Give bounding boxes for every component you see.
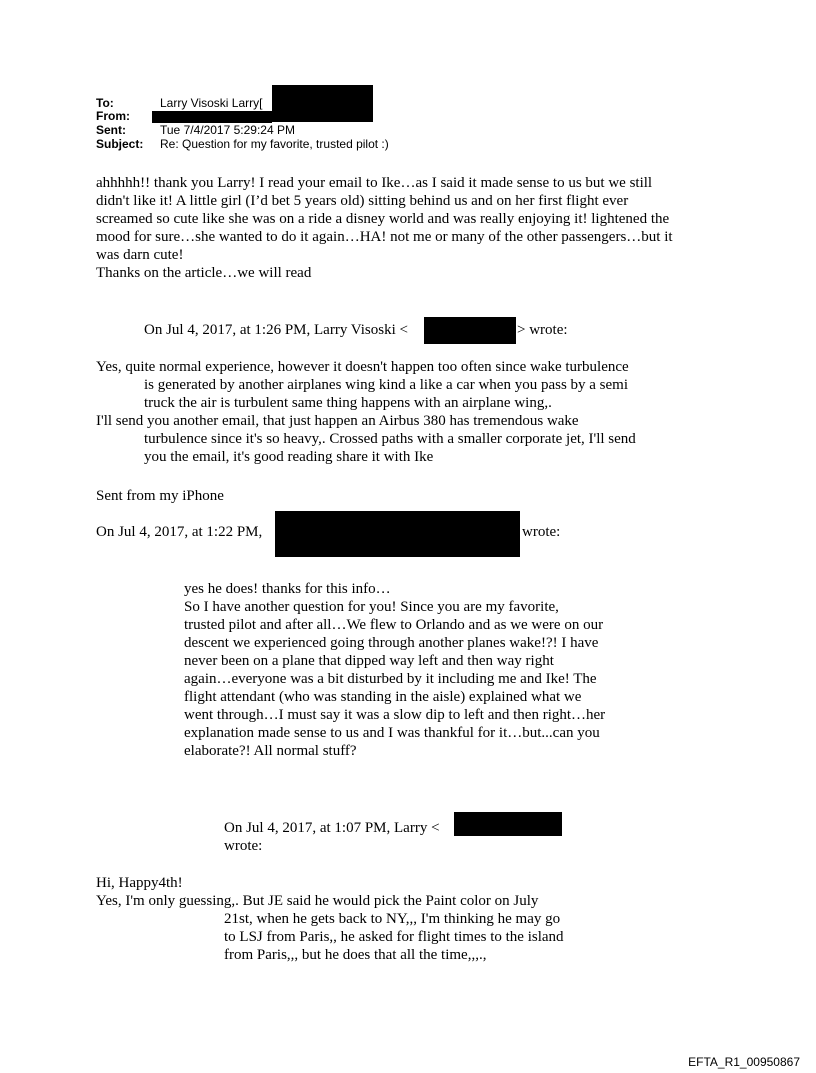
reply-line: didn't like it! A little girl (I’d bet 5 years old) sitting behind us and on her first flight ever [96, 193, 629, 209]
reply-line: ahhhhh!! thank you Larry! I read your email to Ike…as I said it made sense to us but we still [96, 175, 653, 191]
quote-line: flight attendant (who was standing in the aisle) explained what we [184, 689, 582, 705]
quote2-intro-prefix: On Jul 4, 2017, at 1:22 PM, [96, 524, 263, 540]
quote-line: is generated by another airplanes wing kind a like a car when you pass by a semi [144, 377, 629, 393]
reply-body [96, 174, 673, 282]
quote1-intro-suffix: > wrote: [517, 322, 568, 338]
document-id: EFTA_R1_00950867 [688, 1055, 800, 1069]
quote-line: turbulence since it's so heavy,. Crossed paths with a smaller corporate jet, I'll send [144, 431, 636, 447]
quote-line: So I have another question for you! Since you are my favorite, [184, 599, 559, 615]
quote3-body [96, 874, 564, 964]
to-value: Larry Visoski Larry[ [160, 96, 263, 110]
quote-line: again…everyone was a bit disturbed by it including me and Ike! The [184, 671, 597, 687]
quote-line: never been on a plane that dipped way left and then way right [184, 653, 554, 669]
redaction-quote2-sender [275, 511, 520, 557]
redaction-from [152, 111, 272, 123]
quote-line: you the email, it's good reading share it with Ike [144, 449, 434, 465]
quote-line: I'll send you another email, that just happen an Airbus 380 has tremendous wake [96, 413, 579, 429]
quote2-intro-suffix: wrote: [522, 524, 561, 540]
reply-line: screamed so cute like she was on a ride a disney world and was really enjoying it! lightened the [96, 211, 670, 227]
quote-line: elaborate?! All normal stuff? [184, 743, 357, 759]
quote3-intro-line1: On Jul 4, 2017, at 1:07 PM, Larry < [224, 820, 440, 836]
redaction-to-email [272, 85, 373, 122]
quote-line: to LSJ from Paris,, he asked for flight times to the island [224, 929, 564, 945]
quote2-body [184, 580, 605, 760]
subject-value: Re: Question for my favorite, trusted pilot :) [160, 137, 389, 151]
quote3-greeting: Hi, Happy4th! [96, 875, 183, 891]
quote-line: 21st, when he gets back to NY,,, I'm thinking he may go [224, 911, 561, 927]
quote-line: from Paris,,, but he does that all the time,,,., [224, 947, 487, 963]
to-label: To: [96, 96, 114, 110]
quote1-intro [144, 321, 408, 339]
sent-label: Sent: [96, 123, 126, 137]
signature: Sent from my iPhone [96, 488, 224, 504]
redaction-quote1-email [424, 317, 516, 344]
redaction-quote3-email [454, 812, 562, 836]
quote1-body [96, 358, 636, 466]
quote-line: descent we experienced going through another planes wake!?! I have [184, 635, 599, 651]
quote-line: Yes, quite normal experience, however it doesn't happen too often since wake turbulence [96, 359, 629, 375]
quote-line: Yes, I'm only guessing,. But JE said he would pick the Paint color on July [96, 893, 539, 909]
quote1-intro-prefix: On Jul 4, 2017, at 1:26 PM, Larry Visoski < [144, 322, 408, 338]
quote3-intro-line2: wrote: [224, 838, 263, 854]
subject-label: Subject: [96, 137, 144, 151]
sent-value: Tue 7/4/2017 5:29:24 PM [160, 123, 295, 137]
quote-line: explanation made sense to us and I was thankful for it…but...can you [184, 725, 600, 741]
quote-line: yes he does! thanks for this info… [184, 581, 391, 597]
reply-line: mood for sure…she wanted to do it again…HA! not me or many of the other passengers…but it [96, 229, 673, 245]
reply-line: Thanks on the article…we will read [96, 265, 312, 281]
quote-line: truck the air is turbulent same thing happens with an airplane wing,. [144, 395, 552, 411]
reply-line: was darn cute! [96, 247, 184, 263]
quote-line: trusted pilot and after all…We flew to Orlando and as we were on our [184, 617, 604, 633]
from-label: From: [96, 109, 130, 123]
quote-line: went through…I must say it was a slow dip to left and then right…her [184, 707, 606, 723]
